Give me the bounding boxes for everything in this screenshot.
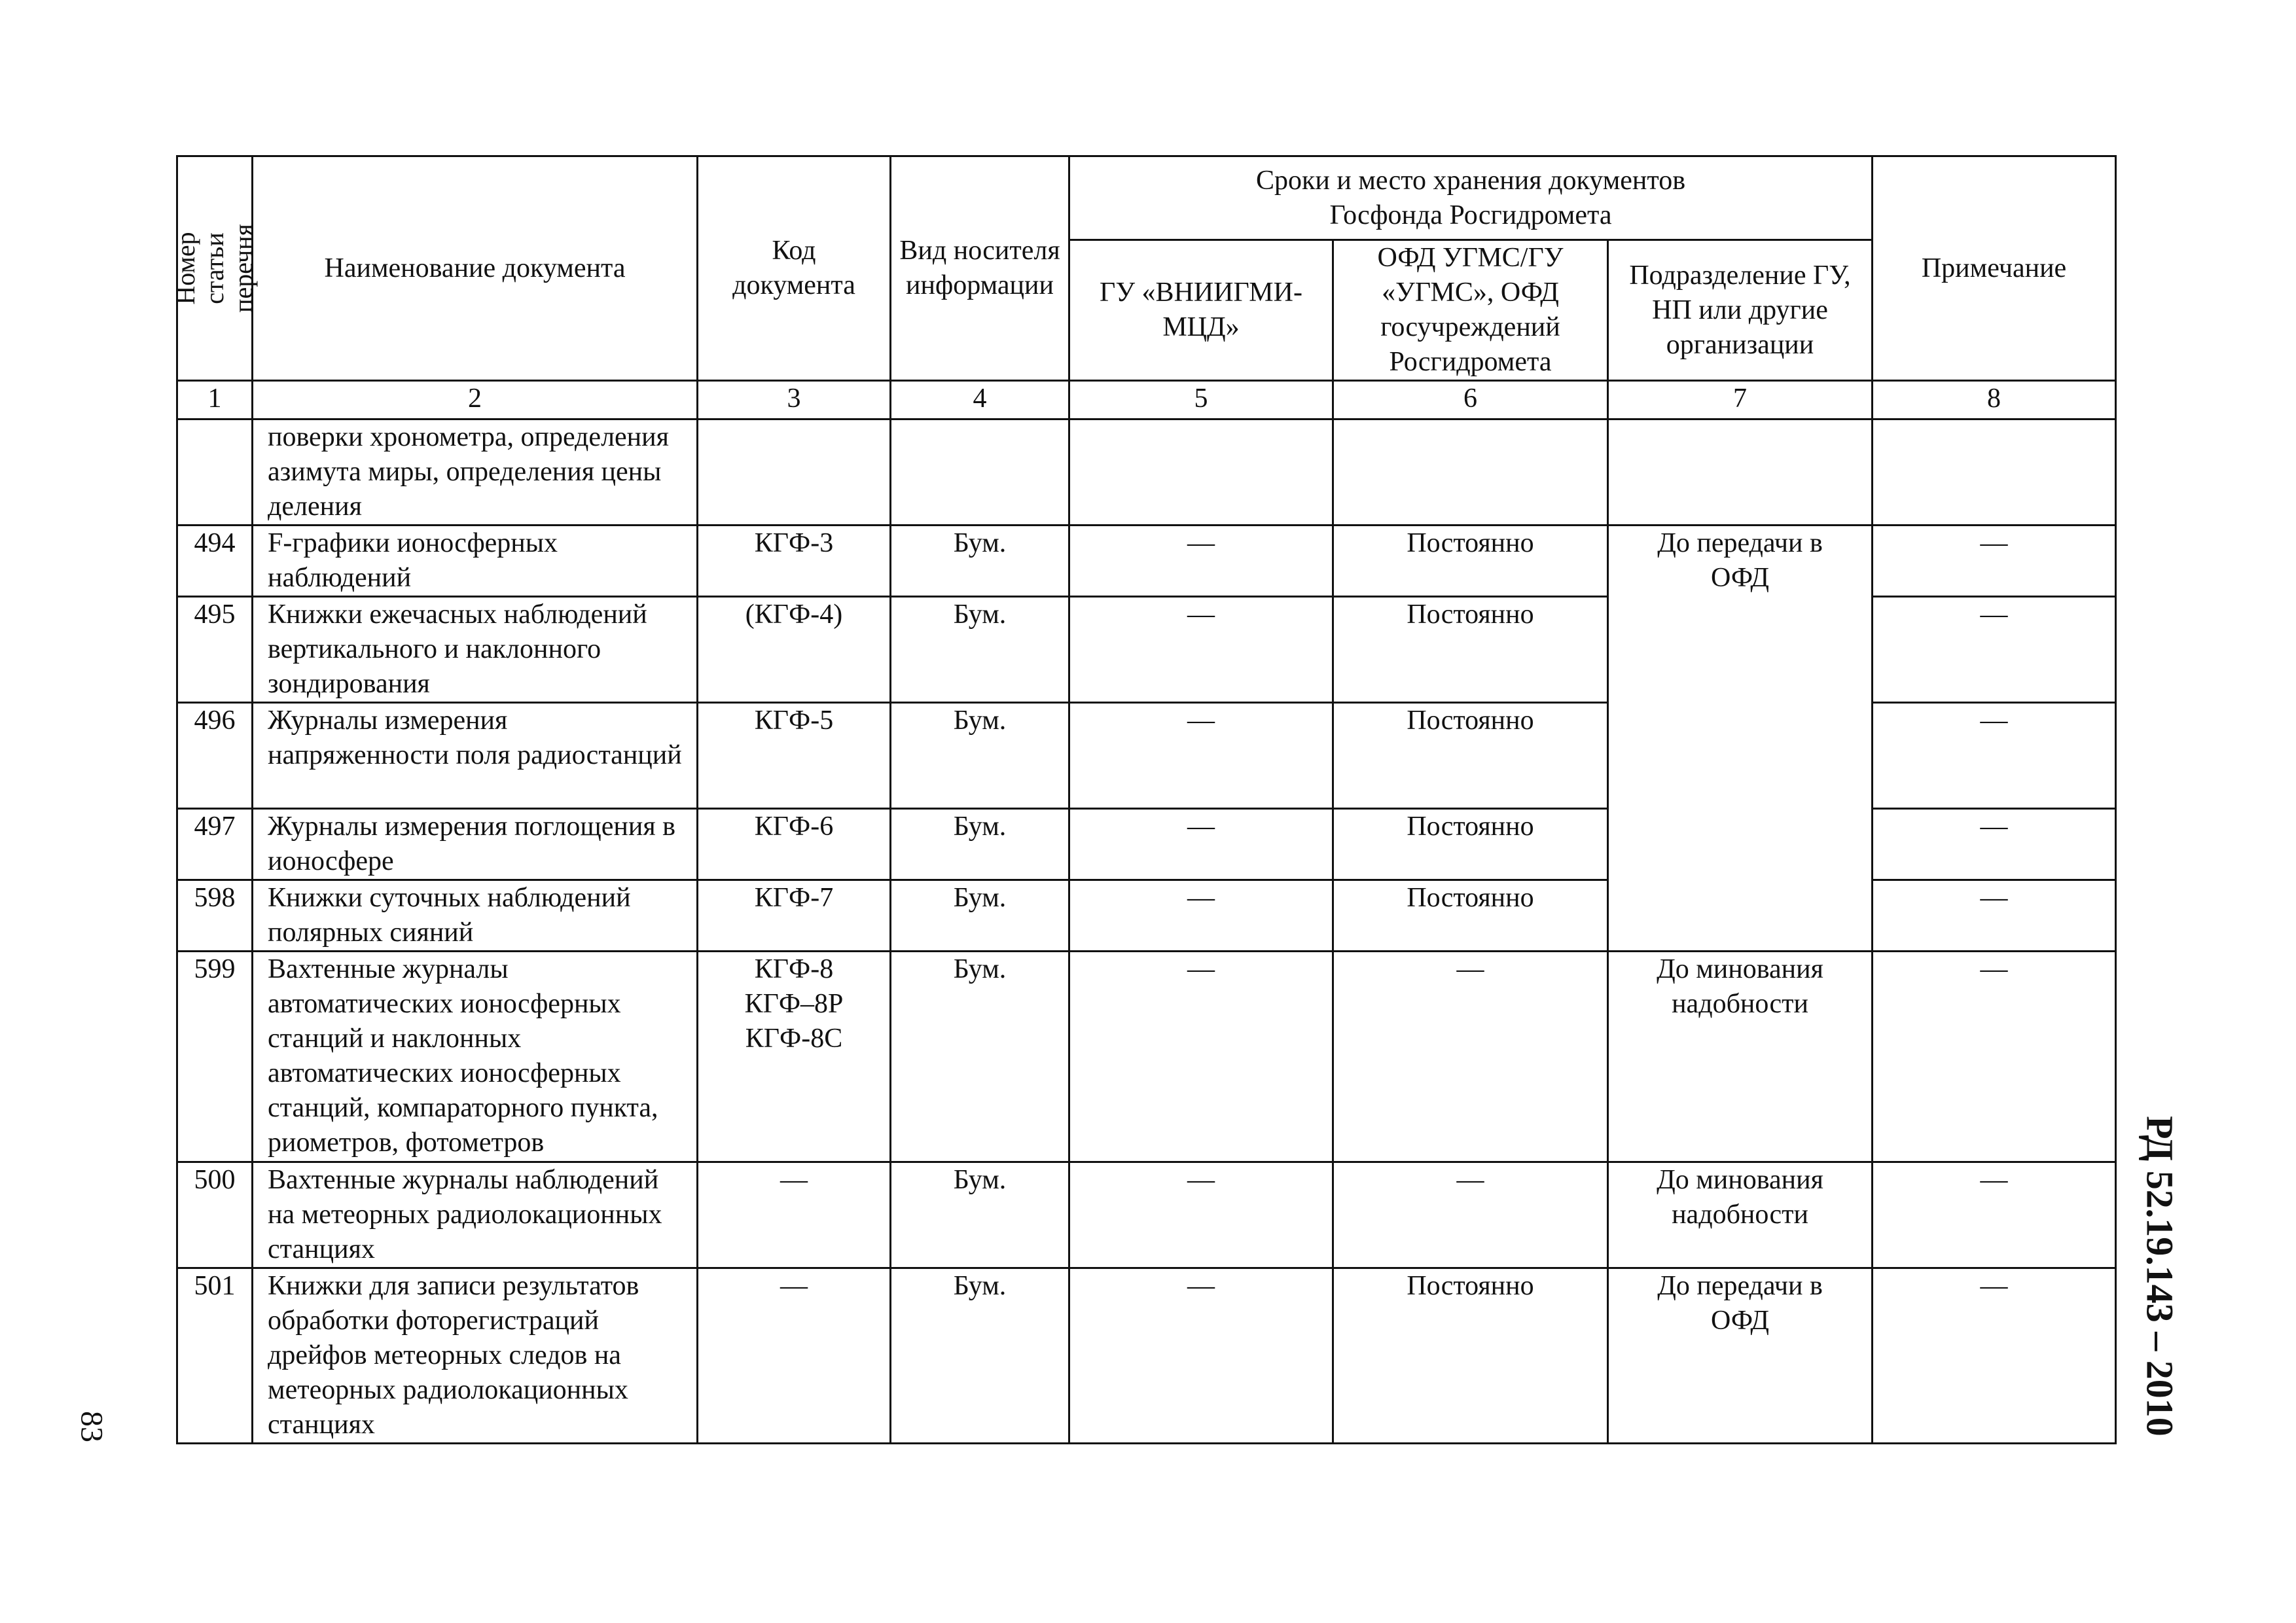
ofd-ugms-value: Постоянно bbox=[1333, 1268, 1608, 1444]
medium: Бум. bbox=[891, 952, 1069, 1162]
article-number: 494 bbox=[177, 526, 253, 597]
ofd-ugms-value: Постоянно bbox=[1333, 809, 1608, 880]
column-number: 8 bbox=[1873, 381, 2116, 419]
document-code bbox=[698, 419, 891, 526]
page-number-text: 83 bbox=[74, 1411, 109, 1442]
article-number: 500 bbox=[177, 1162, 253, 1268]
medium: Бум. bbox=[891, 809, 1069, 880]
gu-vniigmi-value: — bbox=[1069, 703, 1333, 809]
header-medium: Вид носителя информации bbox=[891, 156, 1069, 381]
medium: Бум. bbox=[891, 1162, 1069, 1268]
article-number: 598 bbox=[177, 880, 253, 952]
division-value: До минования надобности bbox=[1608, 1162, 1873, 1268]
ofd-ugms-value: Постоянно bbox=[1333, 703, 1608, 809]
header-ofd-ugms: ОФД УГМС/ГУ «УГМС», ОФД госучреждений Росгидромета bbox=[1333, 240, 1608, 381]
gu-vniigmi-value: — bbox=[1069, 597, 1333, 703]
article-number: 497 bbox=[177, 809, 253, 880]
page-number bbox=[65, 1387, 118, 1466]
note-value: — bbox=[1873, 880, 2116, 952]
note-value: — bbox=[1873, 952, 2116, 1162]
division-value: До передачи в ОФД bbox=[1608, 1268, 1873, 1444]
header-article-number-text: Номер статьи перечня bbox=[171, 224, 258, 313]
gu-vniigmi-value: — bbox=[1069, 880, 1333, 952]
table-row bbox=[177, 952, 2116, 1162]
document-code: (КГФ-4) bbox=[698, 597, 891, 703]
article-number bbox=[177, 419, 253, 526]
ofd-ugms-value: — bbox=[1333, 952, 1608, 1162]
header-doc-name: Наименование документа bbox=[253, 156, 698, 381]
column-number: 4 bbox=[891, 381, 1069, 419]
article-number: 496 bbox=[177, 703, 253, 809]
note-value: — bbox=[1873, 597, 2116, 703]
header-division: Подразделение ГУ, НП или другие организации bbox=[1608, 240, 1873, 381]
gu-vniigmi-value bbox=[1069, 419, 1333, 526]
document-code: КГФ-7 bbox=[698, 880, 891, 952]
note-value bbox=[1873, 419, 2116, 526]
table-row bbox=[177, 526, 2116, 597]
table-row bbox=[177, 419, 2116, 526]
document-code: — bbox=[698, 1162, 891, 1268]
document-code-text: РД 52.19.143 – 2010 bbox=[2138, 1116, 2181, 1436]
division-value bbox=[1608, 419, 1873, 526]
column-number: 5 bbox=[1069, 381, 1333, 419]
article-number: 495 bbox=[177, 597, 253, 703]
note-value: — bbox=[1873, 1162, 2116, 1268]
column-number: 2 bbox=[253, 381, 698, 419]
ofd-ugms-value: Постоянно bbox=[1333, 526, 1608, 597]
column-number: 7 bbox=[1608, 381, 1873, 419]
table-row bbox=[177, 1162, 2116, 1268]
ofd-ugms-value: Постоянно bbox=[1333, 597, 1608, 703]
document-name: Вахтенные журналы наблюдений на метеорных радиолокационных станциях bbox=[253, 1162, 698, 1268]
article-number: 501 bbox=[177, 1268, 253, 1444]
document-name: Книжки ежечасных наблюдений вертикального и наклонного зондирования bbox=[253, 597, 698, 703]
header-storage-group: Сроки и место хранения документов Госфонда Росгидромета bbox=[1069, 156, 1873, 240]
document-name: Книжки суточных наблюдений полярных сияний bbox=[253, 880, 698, 952]
document-name: Журналы измерения напряженности поля радиостанций bbox=[253, 703, 698, 809]
medium: Бум. bbox=[891, 703, 1069, 809]
article-number: 599 bbox=[177, 952, 253, 1162]
gu-vniigmi-value: — bbox=[1069, 1268, 1333, 1444]
document-code: КГФ-6 bbox=[698, 809, 891, 880]
note-value: — bbox=[1873, 809, 2116, 880]
column-number: 1 bbox=[177, 381, 253, 419]
document-code-footer bbox=[2114, 1093, 2206, 1459]
document-code: — bbox=[698, 1268, 891, 1444]
note-value: — bbox=[1873, 703, 2116, 809]
gu-vniigmi-value: — bbox=[1069, 952, 1333, 1162]
medium: Бум. bbox=[891, 597, 1069, 703]
document-name: Журналы измерения поглощения в ионосфере bbox=[253, 809, 698, 880]
document-name: Книжки для записи результатов обработки фоторегистраций дрейфов метеорных следов на метеорных радиолокационных станциях bbox=[253, 1268, 698, 1444]
document-code: КГФ-8 КГФ–8Р КГФ-8С bbox=[698, 952, 891, 1162]
medium bbox=[891, 419, 1069, 526]
ofd-ugms-value bbox=[1333, 419, 1608, 526]
division-value: До передачи в ОФД bbox=[1608, 526, 1873, 952]
note-value: — bbox=[1873, 526, 2116, 597]
division-value: До минования надобности bbox=[1608, 952, 1873, 1162]
ofd-ugms-value: — bbox=[1333, 1162, 1608, 1268]
column-number: 3 bbox=[698, 381, 891, 419]
header-gu-vniigmi: ГУ «ВНИИГМИ-МЦД» bbox=[1069, 240, 1333, 381]
header-article-number bbox=[171, 156, 258, 381]
gu-vniigmi-value: — bbox=[1069, 809, 1333, 880]
ofd-ugms-value: Постоянно bbox=[1333, 880, 1608, 952]
document-table bbox=[171, 155, 2117, 1444]
gu-vniigmi-value: — bbox=[1069, 1162, 1333, 1268]
document-name: F-графики ионосферных наблюдений bbox=[253, 526, 698, 597]
column-number-row bbox=[177, 381, 2116, 419]
note-value: — bbox=[1873, 1268, 2116, 1444]
medium: Бум. bbox=[891, 1268, 1069, 1444]
medium: Бум. bbox=[891, 880, 1069, 952]
document-code: КГФ-3 bbox=[698, 526, 891, 597]
column-number: 6 bbox=[1333, 381, 1608, 419]
header-note: Примечание bbox=[1873, 156, 2116, 381]
document-name: Вахтенные журналы автоматических ионосферных станций и наклонных автоматических ионосферных станций, компараторного пункта, риометров, фотометров bbox=[253, 952, 698, 1162]
header-doc-code: Код документа bbox=[698, 156, 891, 381]
gu-vniigmi-value: — bbox=[1069, 526, 1333, 597]
document-name: поверки хронометра, определения азимута миры, определения цены деления bbox=[253, 419, 698, 526]
document-code: КГФ-5 bbox=[698, 703, 891, 809]
table-row bbox=[177, 1268, 2116, 1444]
medium: Бум. bbox=[891, 526, 1069, 597]
